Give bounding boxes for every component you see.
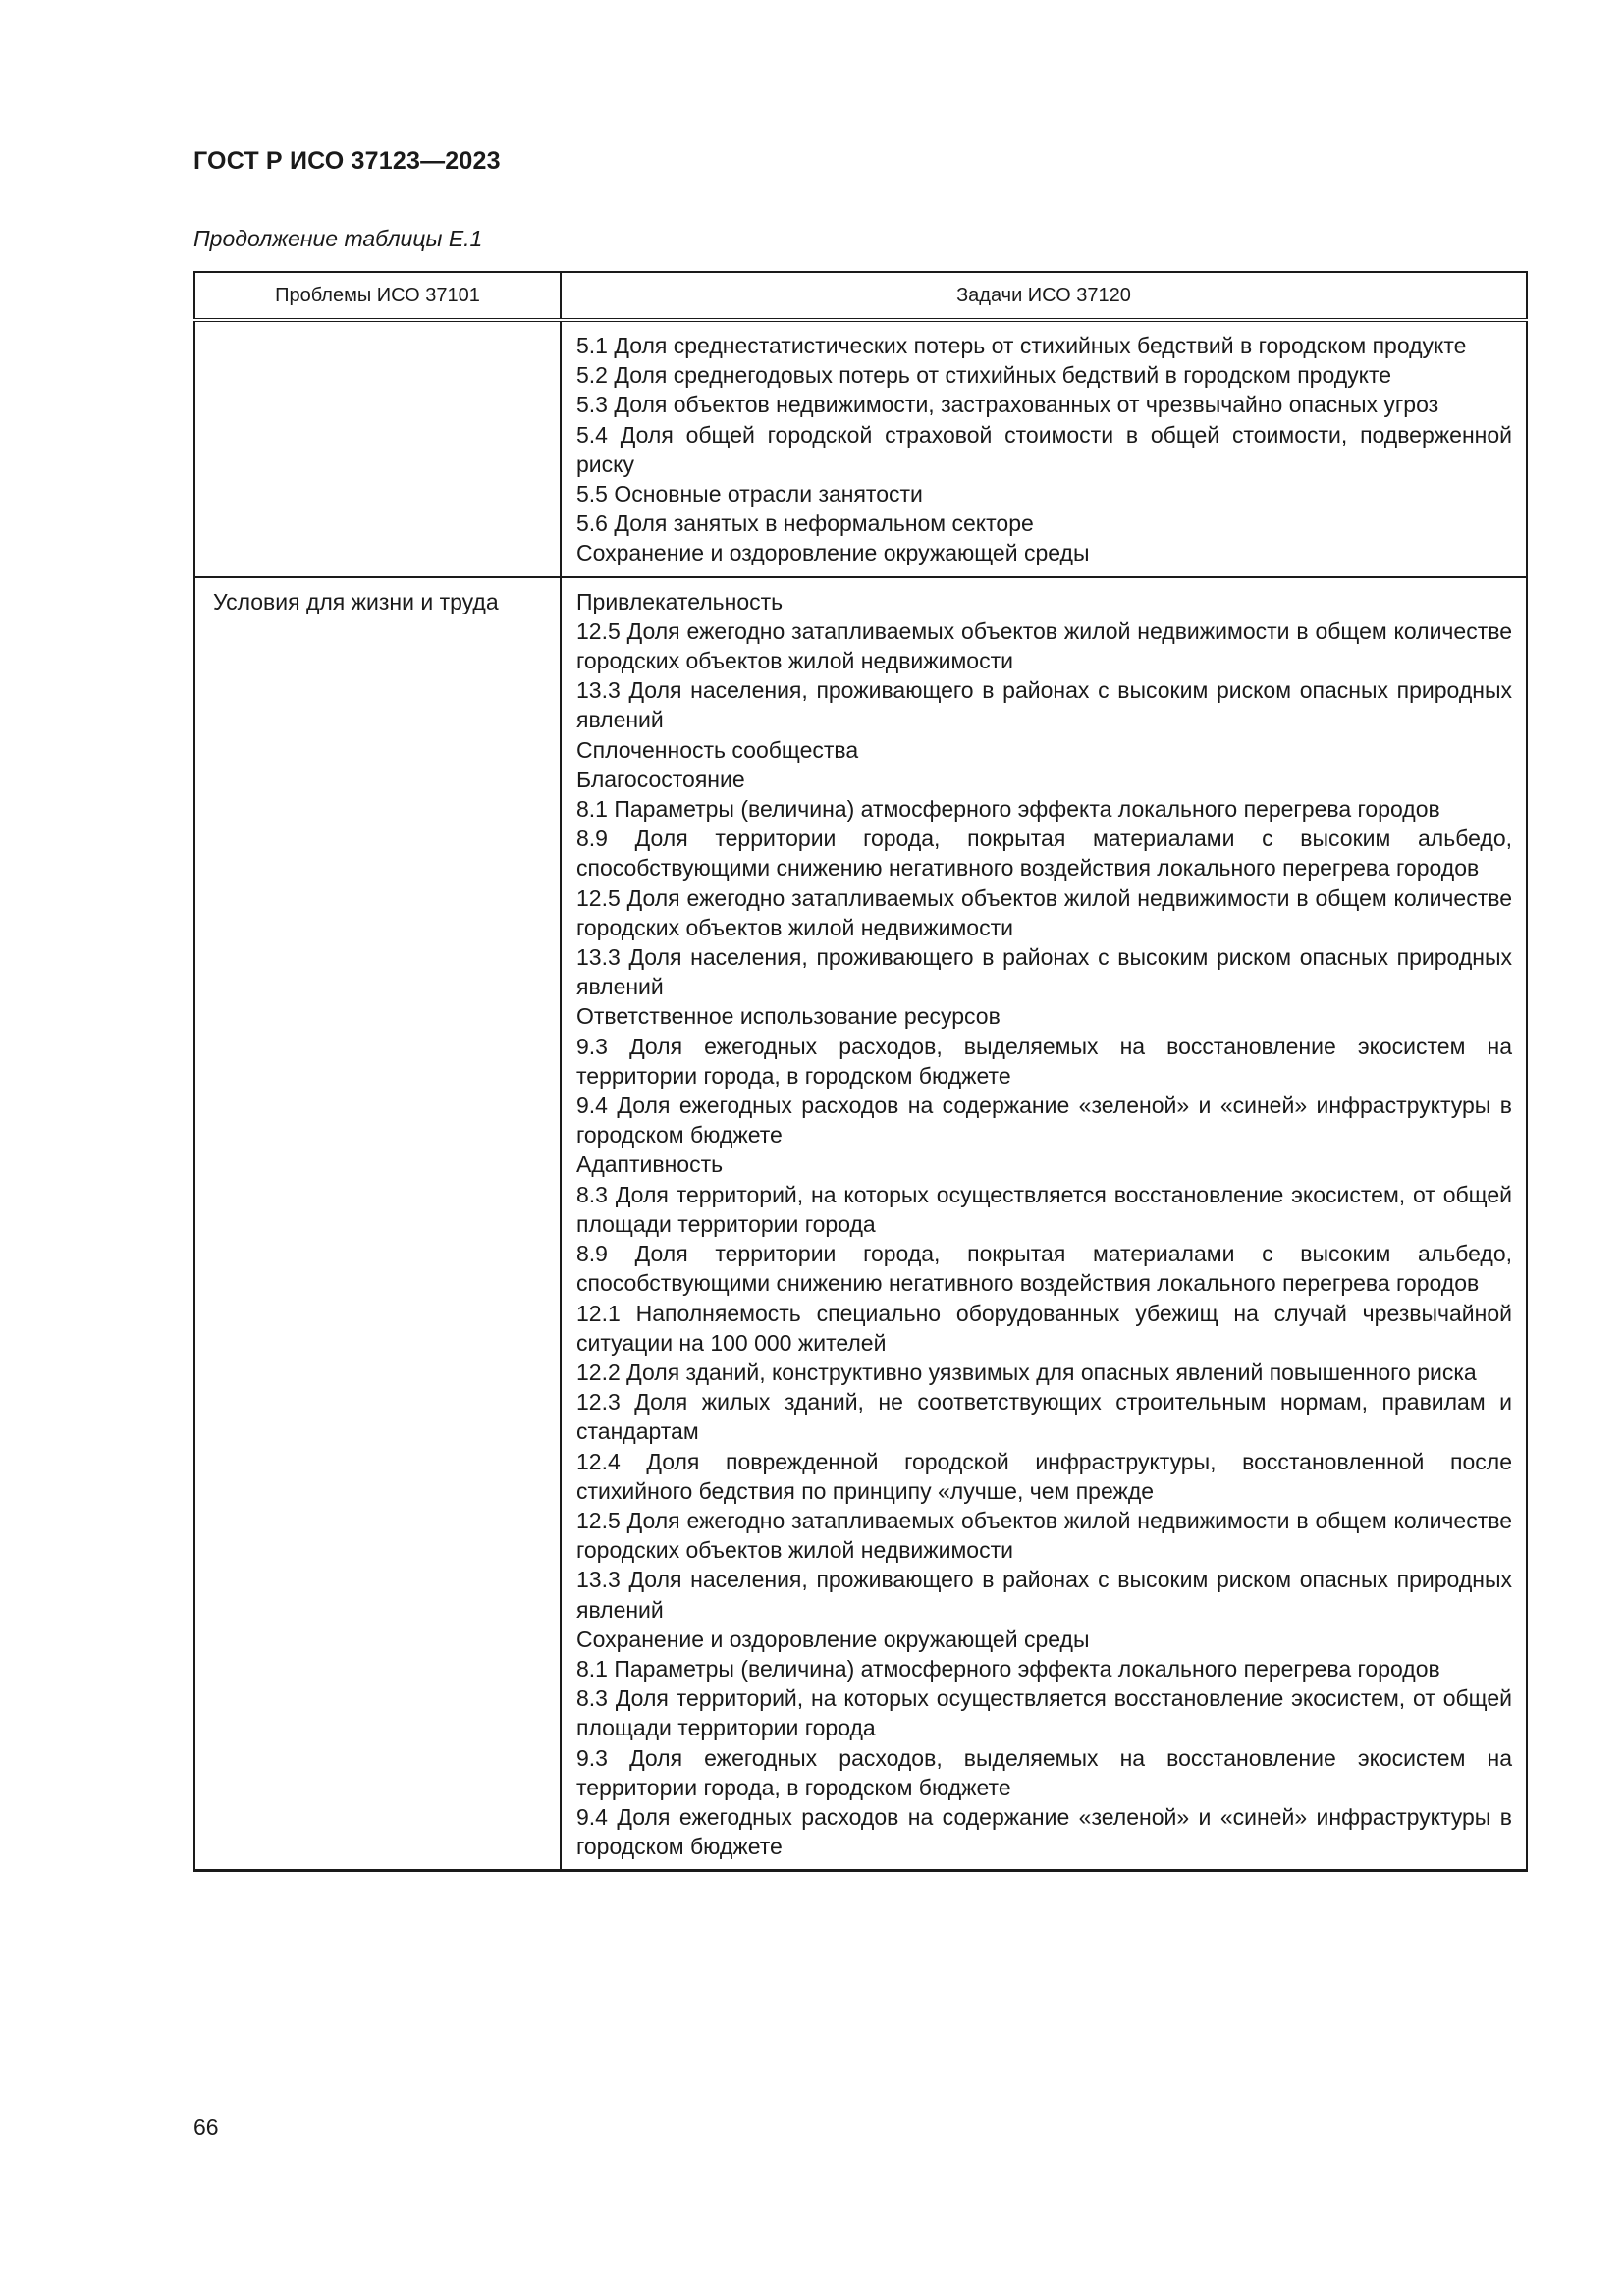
task-item: 9.3 Доля ежегодных расходов, выделяемых на восстановление экосистем на территории города, в городском бюджете bbox=[576, 1744, 1512, 1800]
table-row bbox=[194, 577, 1527, 1871]
task-item: 5.3 Доля объектов недвижимости, застрахованных от чрезвычайно опасных угроз bbox=[576, 392, 1439, 418]
indicator-table bbox=[193, 271, 1528, 1872]
task-item: 13.3 Доля населения, проживающего в районах с высоким риском опасных природных явлений bbox=[576, 944, 1512, 1000]
task-item: 13.3 Доля населения, проживающего в районах с высоким риском опасных природных явлений bbox=[576, 1567, 1512, 1623]
task-item: Адаптивность bbox=[576, 1151, 724, 1178]
task-item: 12.5 Доля ежегодно затапливаемых объектов жилой недвижимости в общем количестве городских объектов жилой недвижимости bbox=[576, 617, 1512, 674]
task-item: 9.4 Доля ежегодных расходов на содержание «зеленой» и «синей» инфраструктуры в городском бюджете bbox=[576, 1803, 1512, 1860]
table-body bbox=[194, 320, 1527, 1871]
table-row bbox=[194, 320, 1527, 577]
task-item: 13.3 Доля населения, проживающего в районах с высоким риском опасных природных явлений bbox=[576, 677, 1512, 733]
task-item: 5.4 Доля общей городской страховой стоимости в общей стоимости, подверженной риску bbox=[576, 421, 1512, 477]
problem-cell: Условия для жизни и труда bbox=[194, 577, 561, 1871]
tasks-cell bbox=[561, 577, 1527, 1871]
task-item: 8.9 Доля территории города, покрытая материалами с высоким альбедо, способствующими снижению негативного воздействия локального перегрева городов bbox=[576, 1241, 1512, 1297]
page-number: 66 bbox=[193, 2114, 219, 2140]
task-item: Благосостояние bbox=[576, 766, 745, 792]
task-item: 12.4 Доля поврежденной городской инфраструктуры, восстановленной после стихийного бедствия по принципу «лучше, чем прежде bbox=[576, 1448, 1512, 1504]
task-item: 8.9 Доля территории города, покрытая материалами с высоким альбедо, способствующими снижению негативного воздействия локального перегрева городов bbox=[576, 826, 1512, 881]
task-item: 8.3 Доля территорий, на которых осуществляется восстановление экосистем, от общей площади территории города bbox=[576, 1685, 1512, 1741]
task-item: Ответственное использование ресурсов bbox=[576, 1003, 1001, 1030]
column-header-problems: Проблемы ИСО 37101 bbox=[194, 272, 561, 320]
tasks-cell bbox=[561, 320, 1527, 577]
problem-cell bbox=[194, 320, 561, 577]
task-item: 12.1 Наполняемость специально оборудованных убежищ на случай чрезвычайной ситуации на 100 000 жителей bbox=[576, 1300, 1512, 1356]
task-item: 12.5 Доля ежегодно затапливаемых объектов жилой недвижимости в общем количестве городских объектов жилой недвижимости bbox=[576, 1507, 1512, 1564]
task-item: 9.4 Доля ежегодных расходов на содержание «зеленой» и «синей» инфраструктуры в городском бюджете bbox=[576, 1093, 1512, 1148]
task-item: Привлекательность bbox=[576, 588, 784, 614]
task-item: 8.1 Параметры (величина) атмосферного эффекта локального перегрева городов bbox=[576, 1655, 1440, 1682]
task-item: Сохранение и оздоровление окружающей среды bbox=[576, 540, 1090, 566]
task-item: 12.3 Доля жилых зданий, не соответствующих строительным нормам, правилам и стандартам bbox=[576, 1389, 1512, 1445]
task-item: 8.3 Доля территорий, на которых осуществляется восстановление экосистем, от общей площади территории города bbox=[576, 1181, 1512, 1237]
task-item: 5.5 Основные отрасли занятости bbox=[576, 481, 923, 507]
table-header-row bbox=[194, 272, 1527, 320]
column-header-tasks: Задачи ИСО 37120 bbox=[561, 272, 1527, 320]
task-item: 5.6 Доля занятых в неформальном секторе bbox=[576, 510, 1034, 537]
task-item: 12.2 Доля зданий, конструктивно уязвимых для опасных явлений повышенного риска bbox=[576, 1359, 1477, 1385]
task-item: 9.3 Доля ежегодных расходов, выделяемых на восстановление экосистем на территории города, в городском бюджете bbox=[576, 1033, 1512, 1089]
table-caption: Продолжение таблицы Е.1 bbox=[193, 226, 483, 251]
document-standard-title: ГОСТ Р ИСО 37123—2023 bbox=[193, 147, 501, 175]
task-item: Сохранение и оздоровление окружающей среды bbox=[576, 1626, 1090, 1652]
task-item: 5.2 Доля среднегодовых потерь от стихийных бедствий в городском продукте bbox=[576, 362, 1392, 389]
task-item: 12.5 Доля ежегодно затапливаемых объектов жилой недвижимости в общем количестве городских объектов жилой недвижимости bbox=[576, 884, 1512, 940]
task-item: 8.1 Параметры (величина) атмосферного эффекта локального перегрева городов bbox=[576, 796, 1440, 823]
task-item: Сплоченность сообщества bbox=[576, 736, 859, 763]
task-item: 5.1 Доля среднестатистических потерь от стихийных бедствий в городском продукте bbox=[576, 333, 1467, 358]
